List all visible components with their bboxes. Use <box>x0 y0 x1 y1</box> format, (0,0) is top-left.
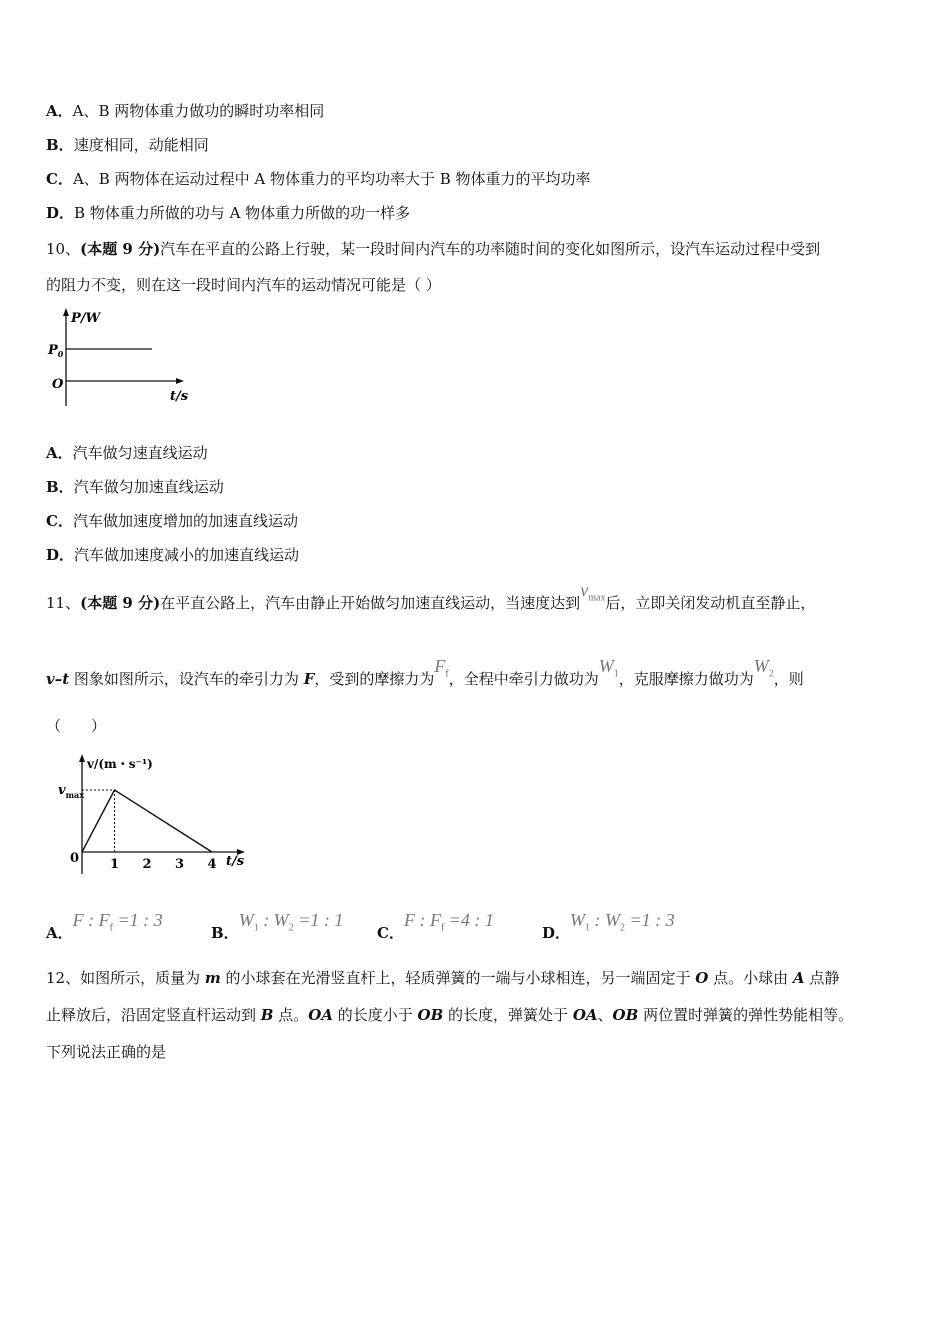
w2-symbol: $W_2$ <box>753 656 774 680</box>
q11-paren: （ ） <box>46 717 107 735</box>
t-axis-label: t/s <box>226 854 245 869</box>
q9-option-d: D．B 物体重力所做的功与 A 物体重力所做的功一样多 <box>46 204 411 222</box>
tick-4: 4 <box>207 857 217 872</box>
q10-option-c: C．汽车做加速度增加的加速直线运动 <box>46 512 298 530</box>
q10-stem-line1: 10、(本题 9 分)汽车在平直的公路上行驶，某一段时间内汽车的功率随时间的变化如图所示，设汽车运动过程中受到 <box>46 240 821 258</box>
q11-option-c: C．F : $F_f =4$ : 1 <box>377 910 494 942</box>
q11-stem-line1: 11、(本题 9 分)在平直公路上，汽车由静止开始做匀加速直线运动，当速度达到$v_{max}$后，立即关闭发动机直至静止， <box>46 580 816 612</box>
svg-text:P0 <box>47 343 64 359</box>
q11-option-d: D．$W_1$ : $W_2 =1$ : 3 <box>542 910 675 942</box>
q11-option-b: B．$W_1$ : $W_2 =1$ : 1 <box>211 910 344 942</box>
vmax-axis-label: v <box>58 783 66 798</box>
p0-sub: 0 <box>57 349 64 359</box>
q12-stem-line1: 12、如图所示，质量为 m 的小球套在光滑竖直杆上，轻质弹簧的一端与小球相连，另一端固定于 O 点。小球由 A 点静 <box>46 969 840 987</box>
q9-option-c: C．A、B 两物体在运动过程中 A 物体重力的平均功率大于 B 物体重力的平均功率 <box>46 170 591 188</box>
q11-option-a: A．F : $F_f =1$ : 3 <box>46 910 163 942</box>
t-axis-label: t/s <box>170 389 189 404</box>
vmax-symbol: $v_{max}$ <box>580 580 606 604</box>
q10-option-a: A．汽车做匀速直线运动 <box>46 444 208 462</box>
q10-option-b: B．汽车做匀加速直线运动 <box>46 478 224 496</box>
p-axis-label: P/W <box>71 311 101 326</box>
q10-option-d: D．汽车做加速度减小的加速直线运动 <box>46 546 300 564</box>
q10-power-graph <box>44 306 204 412</box>
p0-label: P <box>48 343 58 358</box>
vmax-axis-sub: max <box>65 790 84 800</box>
ff-symbol: $F_f$ <box>434 656 449 680</box>
origin-label: O <box>52 377 64 392</box>
tick-2: 2 <box>142 857 152 872</box>
tick-1: 1 <box>109 857 120 872</box>
q11-vt-graph <box>50 752 260 882</box>
vt-line <box>82 790 212 852</box>
q9-option-b: B．速度相同，动能相同 <box>46 136 209 154</box>
q9-option-a: A．A、B 两物体重力做功的瞬时功率相同 <box>46 102 325 120</box>
svg-text:vmax <box>58 783 84 800</box>
q11-stem-line2: v–t 图象如图所示，设汽车的牵引力为 F，受到的摩擦力为$F_f$，全程中牵引力做功为$W_1$，克服摩擦力做功为$W_2$，则 <box>46 656 804 688</box>
tick-3: 3 <box>174 857 185 872</box>
w1-symbol: $W_1$ <box>598 656 619 680</box>
q12-stem-line3: 下列说法正确的是 <box>46 1043 167 1061</box>
tick-0: 0 <box>70 851 80 866</box>
q10-stem-line2: 的阻力不变，则在这一段时间内汽车的运动情况可能是（ ） <box>46 276 441 294</box>
v-axis-label: v/(m・s⁻¹) <box>87 757 153 771</box>
q12-stem-line2: 止释放后，沿固定竖直杆运动到 B 点。OA 的长度小于 OB 的长度，弹簧处于 OA、OB 两位置时弹簧的弹性势能相等。 <box>46 1006 854 1024</box>
